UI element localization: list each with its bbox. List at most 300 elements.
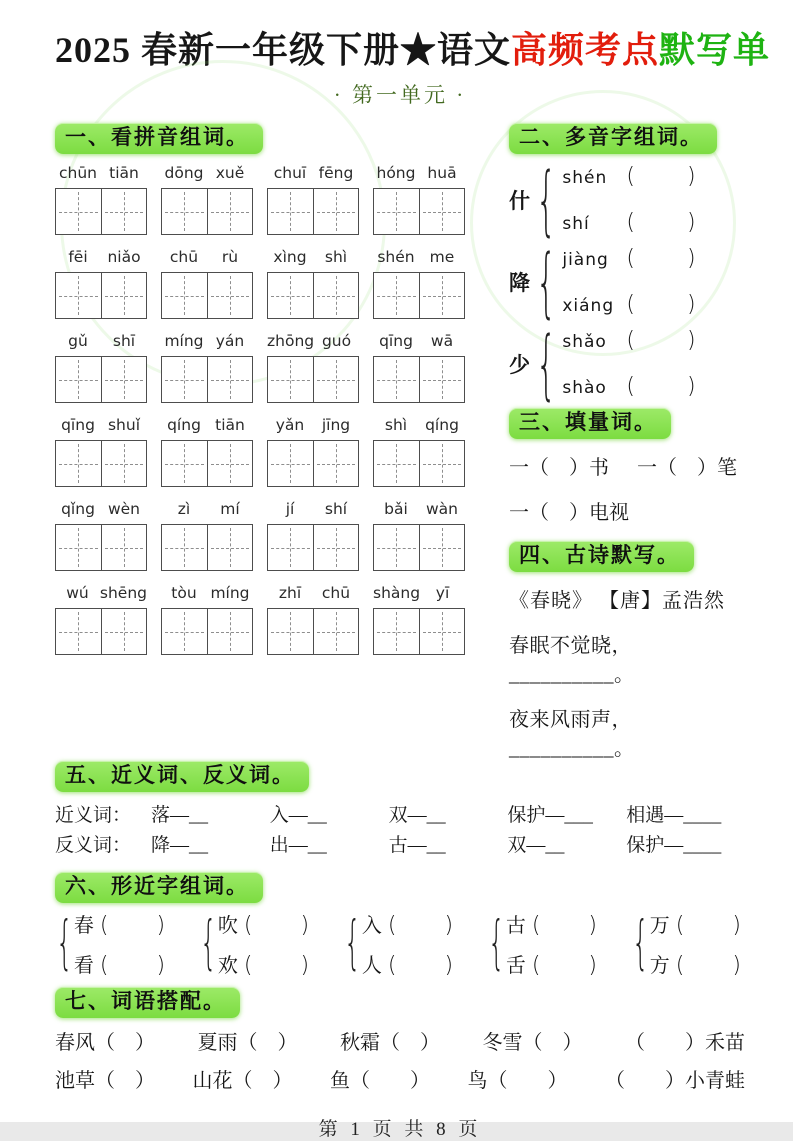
word-pair-item: 保护—___	[507, 805, 593, 826]
open-paren: (	[626, 210, 635, 235]
word-block	[161, 332, 253, 403]
word-block	[373, 416, 465, 487]
writing-grid-box	[161, 272, 253, 319]
pinyin-syllable: wèn	[107, 500, 141, 518]
writing-grid-box	[161, 188, 253, 235]
pinyin-syllable: míng	[164, 332, 204, 350]
reading-pinyin: shào	[562, 378, 607, 398]
reading-pinyin: shǎo	[562, 332, 607, 352]
tianzige-cell	[268, 357, 313, 402]
pinyin-syllable: yī	[435, 584, 450, 602]
pinyin-syllable: chūn	[59, 164, 97, 182]
pinyin-syllable: shì	[324, 248, 348, 266]
pinyin-syllable: dōng	[164, 164, 204, 182]
lookalike-char: 欢	[217, 955, 238, 977]
tianzige-cell	[419, 609, 465, 654]
writing-grid-box	[55, 272, 147, 319]
word-block	[267, 584, 359, 655]
lookalike-char: 方	[649, 955, 670, 977]
word-block	[161, 500, 253, 571]
readings-column	[562, 246, 695, 318]
section-5-heading-line	[55, 761, 745, 792]
word-block	[161, 164, 253, 235]
word-block	[161, 584, 253, 655]
tianzige-cell	[313, 273, 359, 318]
writing-grid-box	[161, 440, 253, 487]
pinyin-syllable: shén	[377, 248, 415, 266]
pinyin-word-row	[55, 332, 493, 403]
pinyin-pair	[55, 332, 147, 350]
word-block	[55, 332, 147, 403]
lookalike-column	[505, 909, 597, 978]
poem-title-line: 《春晓》 【唐】孟浩然	[509, 590, 725, 612]
pinyin-syllable: xìng	[273, 248, 307, 266]
lookalike-row	[73, 909, 166, 938]
tianzige-cell	[419, 525, 465, 570]
reading-pinyin: jiàng	[562, 250, 609, 270]
close-paren: )	[444, 953, 454, 978]
tianzige-cell	[313, 441, 359, 486]
reading-row	[562, 164, 695, 190]
collocation-item: 池草（ ）	[55, 1070, 155, 1092]
tianzige-cell	[162, 525, 207, 570]
close-paren: )	[686, 328, 696, 353]
measure-word-item: 一（ ）电视	[509, 502, 629, 524]
writing-grid-box	[373, 272, 465, 319]
pinyin-pair	[161, 164, 253, 182]
pinyin-pair	[55, 584, 147, 602]
tianzige-cell	[162, 441, 207, 486]
open-paren: (	[626, 164, 635, 189]
lookalike-column	[217, 909, 310, 978]
lookalike-char: 吹	[217, 915, 238, 937]
word-pair-item: 双—__	[388, 805, 446, 826]
pinyin-syllable: tiān	[109, 164, 139, 182]
word-block	[161, 248, 253, 319]
collocation-item: 春风（ ）	[55, 1032, 155, 1054]
writing-grid-box	[161, 524, 253, 571]
pinyin-pair	[373, 500, 465, 518]
section-7-heading-line	[55, 987, 745, 1018]
pinyin-syllable: chuī	[273, 164, 307, 182]
polyphone-area	[509, 155, 745, 408]
section-7-heading: 七、词语搭配。	[55, 987, 240, 1018]
pinyin-syllable: shàng	[373, 584, 421, 602]
pinyin-syllable: yán	[215, 332, 245, 350]
word-block	[55, 500, 147, 571]
syn-ant-row	[55, 800, 745, 830]
writing-grid-box	[267, 440, 359, 487]
lookalike-column	[361, 909, 454, 978]
section-1-heading: 一、看拼音组词。	[55, 123, 263, 154]
close-paren: )	[686, 374, 696, 399]
lookalike-row	[73, 949, 166, 978]
open-paren: (	[387, 953, 397, 978]
pinyin-syllable: jí	[285, 500, 295, 518]
tianzige-cell	[101, 273, 147, 318]
pinyin-pair	[161, 500, 253, 518]
left-brace: {	[536, 319, 557, 408]
open-paren: (	[243, 913, 253, 938]
pinyin-pair	[161, 584, 253, 602]
reading-row	[562, 210, 695, 236]
close-paren: )	[686, 164, 696, 189]
pinyin-syllable: fēng	[318, 164, 354, 182]
pinyin-syllable: wā	[430, 332, 454, 350]
close-paren: )	[156, 953, 166, 978]
reading-row	[562, 292, 695, 318]
pinyin-pair	[373, 164, 465, 182]
syn-ant-row	[55, 830, 745, 860]
pinyin-pair	[267, 416, 359, 434]
pinyin-syllable: bǎi	[384, 500, 408, 518]
pinyin-syllable: xuě	[215, 164, 245, 182]
word-pair-item: 入—__	[269, 805, 327, 826]
pinyin-syllable: zhī	[278, 584, 302, 602]
pinyin-grid-area	[55, 164, 493, 655]
close-paren: )	[732, 953, 741, 978]
title-part-black: 2025 春新一年级下册★语文	[55, 30, 512, 70]
tianzige-cell	[101, 189, 147, 234]
collocation-item: 冬雪（ ）	[482, 1032, 583, 1054]
tianzige-cell	[101, 609, 147, 654]
pinyin-syllable: tiān	[215, 416, 245, 434]
lookalike-area	[55, 908, 745, 978]
writing-grid-box	[161, 608, 253, 655]
open-paren: (	[99, 913, 109, 938]
tianzige-cell	[207, 273, 253, 318]
pinyin-pair	[267, 584, 359, 602]
readings-column	[562, 328, 695, 400]
polyphone-char: 降	[509, 271, 530, 295]
lookalike-group	[631, 908, 741, 978]
pinyin-syllable: jīng	[321, 416, 351, 434]
pinyin-syllable: fēi	[68, 248, 88, 266]
tianzige-cell	[207, 357, 253, 402]
reading-pinyin: shén	[562, 168, 608, 188]
lookalike-char: 春	[73, 915, 94, 937]
pinyin-syllable: hóng	[376, 164, 416, 182]
tianzige-cell	[374, 189, 419, 234]
tianzige-cell	[162, 189, 207, 234]
lookalike-row	[361, 949, 454, 978]
writing-grid-box	[55, 440, 147, 487]
reading-row	[562, 374, 695, 400]
word-pair-item: 落—__	[151, 805, 209, 826]
poem-line: 春眠不觉晓，__________。	[509, 635, 635, 686]
section-6-heading-line	[55, 872, 745, 903]
writing-grid-box	[161, 356, 253, 403]
section-6-heading: 六、形近字组词。	[55, 872, 263, 903]
tianzige-cell	[419, 441, 465, 486]
lookalike-row	[217, 949, 310, 978]
tianzige-cell	[419, 189, 465, 234]
tianzige-cell	[207, 525, 253, 570]
row-label: 反义词：	[55, 835, 132, 856]
tianzige-cell	[207, 609, 253, 654]
tianzige-cell	[374, 273, 419, 318]
open-paren: (	[531, 953, 541, 978]
left-brace: {	[56, 908, 73, 976]
open-paren: (	[243, 953, 253, 978]
lookalike-column	[73, 909, 166, 978]
close-paren: )	[588, 913, 597, 938]
polyphone-char: 什	[509, 189, 530, 213]
tianzige-cell	[268, 609, 313, 654]
pinyin-syllable: guó	[321, 332, 352, 350]
tianzige-cell	[162, 357, 207, 402]
open-paren: (	[387, 913, 397, 938]
pinyin-pair	[55, 416, 147, 434]
tianzige-cell	[374, 609, 419, 654]
tianzige-cell	[268, 441, 313, 486]
left-brace: {	[536, 237, 557, 326]
open-paren: (	[531, 913, 541, 938]
lookalike-char: 舌	[505, 955, 526, 977]
tianzige-cell	[56, 525, 101, 570]
lookalike-char: 看	[73, 955, 94, 977]
left-brace: {	[344, 908, 361, 976]
pinyin-syllable: shuǐ	[107, 416, 141, 434]
pinyin-pair	[373, 416, 465, 434]
tianzige-cell	[56, 189, 101, 234]
lookalike-group	[199, 908, 310, 978]
left-brace: {	[200, 908, 217, 976]
lookalike-group	[487, 908, 597, 978]
tianzige-cell	[374, 357, 419, 402]
collocation-item: 秋霜（ ）	[340, 1032, 440, 1054]
title-part-red: 高频考点	[511, 30, 660, 70]
pinyin-syllable: zhōng	[267, 332, 315, 350]
pinyin-syllable: rù	[221, 248, 239, 266]
tianzige-cell	[207, 189, 253, 234]
lookalike-char: 入	[361, 915, 382, 937]
measure-word-item: 一（ ）笔	[637, 457, 737, 479]
collocation-row	[55, 1026, 745, 1064]
close-paren: )	[300, 953, 310, 978]
pinyin-syllable: huā	[427, 164, 457, 182]
pinyin-pair	[267, 500, 359, 518]
lookalike-row	[649, 909, 741, 938]
word-block	[373, 248, 465, 319]
pinyin-pair	[161, 416, 253, 434]
writing-grid-box	[373, 608, 465, 655]
pinyin-syllable: shēng	[99, 584, 147, 602]
tianzige-cell	[313, 189, 359, 234]
tianzige-cell	[101, 441, 147, 486]
measure-word-line	[509, 451, 745, 480]
section-2-heading: 二、多音字组词。	[509, 123, 717, 154]
pinyin-syllable: me	[429, 248, 455, 266]
pinyin-word-row	[55, 584, 493, 655]
lookalike-char: 万	[649, 915, 670, 937]
open-paren: (	[675, 953, 685, 978]
lookalike-char: 古	[505, 915, 526, 937]
pinyin-syllable: zì	[177, 500, 191, 518]
close-paren: )	[732, 913, 741, 938]
lookalike-group	[343, 908, 454, 978]
open-paren: (	[626, 328, 635, 353]
lookalike-row	[505, 909, 597, 938]
polyphone-group	[509, 155, 745, 244]
reading-row	[562, 246, 695, 272]
collocation-item: （ ）禾苗	[625, 1032, 745, 1054]
writing-grid-box	[55, 356, 147, 403]
tianzige-cell	[313, 525, 359, 570]
writing-grid-box	[373, 440, 465, 487]
word-block	[267, 332, 359, 403]
tianzige-cell	[419, 273, 465, 318]
pinyin-word-row	[55, 416, 493, 487]
readings-column	[562, 164, 695, 236]
page-title	[55, 28, 771, 73]
pinyin-pair	[267, 248, 359, 266]
writing-grid-box	[267, 608, 359, 655]
tianzige-cell	[374, 525, 419, 570]
pinyin-syllable: shì	[384, 416, 408, 434]
tianzige-cell	[268, 525, 313, 570]
collocation-row	[55, 1064, 745, 1102]
pinyin-syllable: mí	[220, 500, 240, 518]
open-paren: (	[626, 292, 635, 317]
pinyin-pair	[161, 332, 253, 350]
pinyin-syllable: qīng	[61, 416, 95, 434]
unit-subtitle: · 第一单元 ·	[333, 83, 467, 107]
word-block	[267, 164, 359, 235]
polyphone-group	[509, 237, 745, 326]
pinyin-word-row	[55, 164, 493, 235]
main-columns	[55, 123, 745, 761]
collocation-item: 鸟（ ）	[467, 1070, 568, 1092]
pinyin-pair	[55, 500, 147, 518]
word-block	[267, 416, 359, 487]
pinyin-pair	[267, 164, 359, 182]
lookalike-row	[649, 949, 741, 978]
pinyin-syllable: míng	[210, 584, 250, 602]
word-pair-item: 保护—____	[626, 835, 722, 856]
poem-line: 夜来风雨声，__________。	[509, 709, 635, 760]
collocation-item: （ ）小青蛙	[605, 1070, 745, 1092]
pinyin-pair	[161, 248, 253, 266]
close-paren: )	[588, 953, 597, 978]
lookalike-group	[55, 908, 166, 978]
word-block	[55, 416, 147, 487]
writing-grid-box	[373, 356, 465, 403]
writing-grid-box	[55, 188, 147, 235]
pinyin-syllable: qíng	[167, 416, 201, 434]
close-paren: )	[686, 210, 696, 235]
tianzige-cell	[374, 441, 419, 486]
polyphone-char: 少	[509, 353, 530, 377]
tianzige-cell	[268, 273, 313, 318]
polyphone-group	[509, 319, 745, 408]
word-pair-item: 出—__	[269, 835, 327, 856]
word-block	[55, 248, 147, 319]
tianzige-cell	[101, 525, 147, 570]
measure-word-item: 一（ ）书	[509, 457, 609, 479]
tianzige-cell	[268, 189, 313, 234]
close-paren: )	[686, 292, 696, 317]
word-block	[267, 248, 359, 319]
word-pair-item: 降—__	[151, 835, 209, 856]
collocation-item: 鱼（ ）	[330, 1070, 430, 1092]
word-block	[373, 584, 465, 655]
lookalike-column	[649, 909, 741, 978]
pinyin-word-row	[55, 248, 493, 319]
writing-grid-box	[373, 188, 465, 235]
tianzige-cell	[56, 357, 101, 402]
poem-lines-area	[509, 629, 745, 761]
section-3-heading-line	[509, 408, 745, 439]
pinyin-pair	[373, 332, 465, 350]
reading-row	[562, 328, 695, 354]
word-pair-item: 双—__	[507, 835, 565, 856]
pinyin-pair	[267, 332, 359, 350]
writing-grid-box	[267, 272, 359, 319]
collocation-item: 山花（ ）	[192, 1070, 293, 1092]
close-paren: )	[444, 913, 454, 938]
lookalike-row	[361, 909, 454, 938]
writing-grid-box	[373, 524, 465, 571]
writing-grid-box	[55, 524, 147, 571]
right-column	[493, 123, 745, 761]
close-paren: )	[156, 913, 166, 938]
open-paren: (	[675, 913, 685, 938]
pinyin-word-row	[55, 500, 493, 571]
page-footer: 第 1 页 共 8 页	[318, 1119, 482, 1140]
tianzige-cell	[56, 441, 101, 486]
writing-grid-box	[267, 188, 359, 235]
pinyin-syllable: gǔ	[68, 332, 88, 350]
word-block	[267, 500, 359, 571]
pinyin-syllable: qīng	[379, 332, 413, 350]
word-block	[373, 500, 465, 571]
pinyin-syllable: wàn	[426, 500, 458, 518]
writing-grid-box	[55, 608, 147, 655]
word-block	[55, 164, 147, 235]
section-5-heading: 五、近义词、反义词。	[55, 761, 309, 792]
word-pair-item: 古—__	[388, 835, 446, 856]
bottom-sections	[55, 761, 745, 1102]
tianzige-cell	[313, 609, 359, 654]
reading-pinyin: shí	[562, 214, 590, 234]
tianzige-cell	[101, 357, 147, 402]
pinyin-syllable: tòu	[171, 584, 197, 602]
pinyin-pair	[55, 164, 147, 182]
pinyin-pair	[373, 248, 465, 266]
pinyin-syllable: shí	[324, 500, 348, 518]
collocation-area	[55, 1026, 745, 1102]
pinyin-syllable: wú	[66, 584, 89, 602]
open-paren: (	[626, 374, 635, 399]
pinyin-syllable: chū	[321, 584, 351, 602]
measure-word-line	[509, 496, 745, 525]
tianzige-cell	[162, 273, 207, 318]
pinyin-syllable: shī	[112, 332, 136, 350]
close-paren: )	[300, 913, 310, 938]
writing-grid-box	[267, 356, 359, 403]
measure-word-area	[509, 451, 745, 525]
writing-grid-box	[267, 524, 359, 571]
left-brace: {	[632, 908, 649, 976]
tianzige-cell	[56, 609, 101, 654]
left-brace: {	[488, 908, 505, 976]
tianzige-cell	[162, 609, 207, 654]
pinyin-syllable: qǐng	[61, 500, 95, 518]
reading-pinyin: xiáng	[562, 296, 615, 316]
row-label: 近义词：	[55, 805, 132, 826]
pinyin-syllable: yǎn	[275, 416, 305, 434]
